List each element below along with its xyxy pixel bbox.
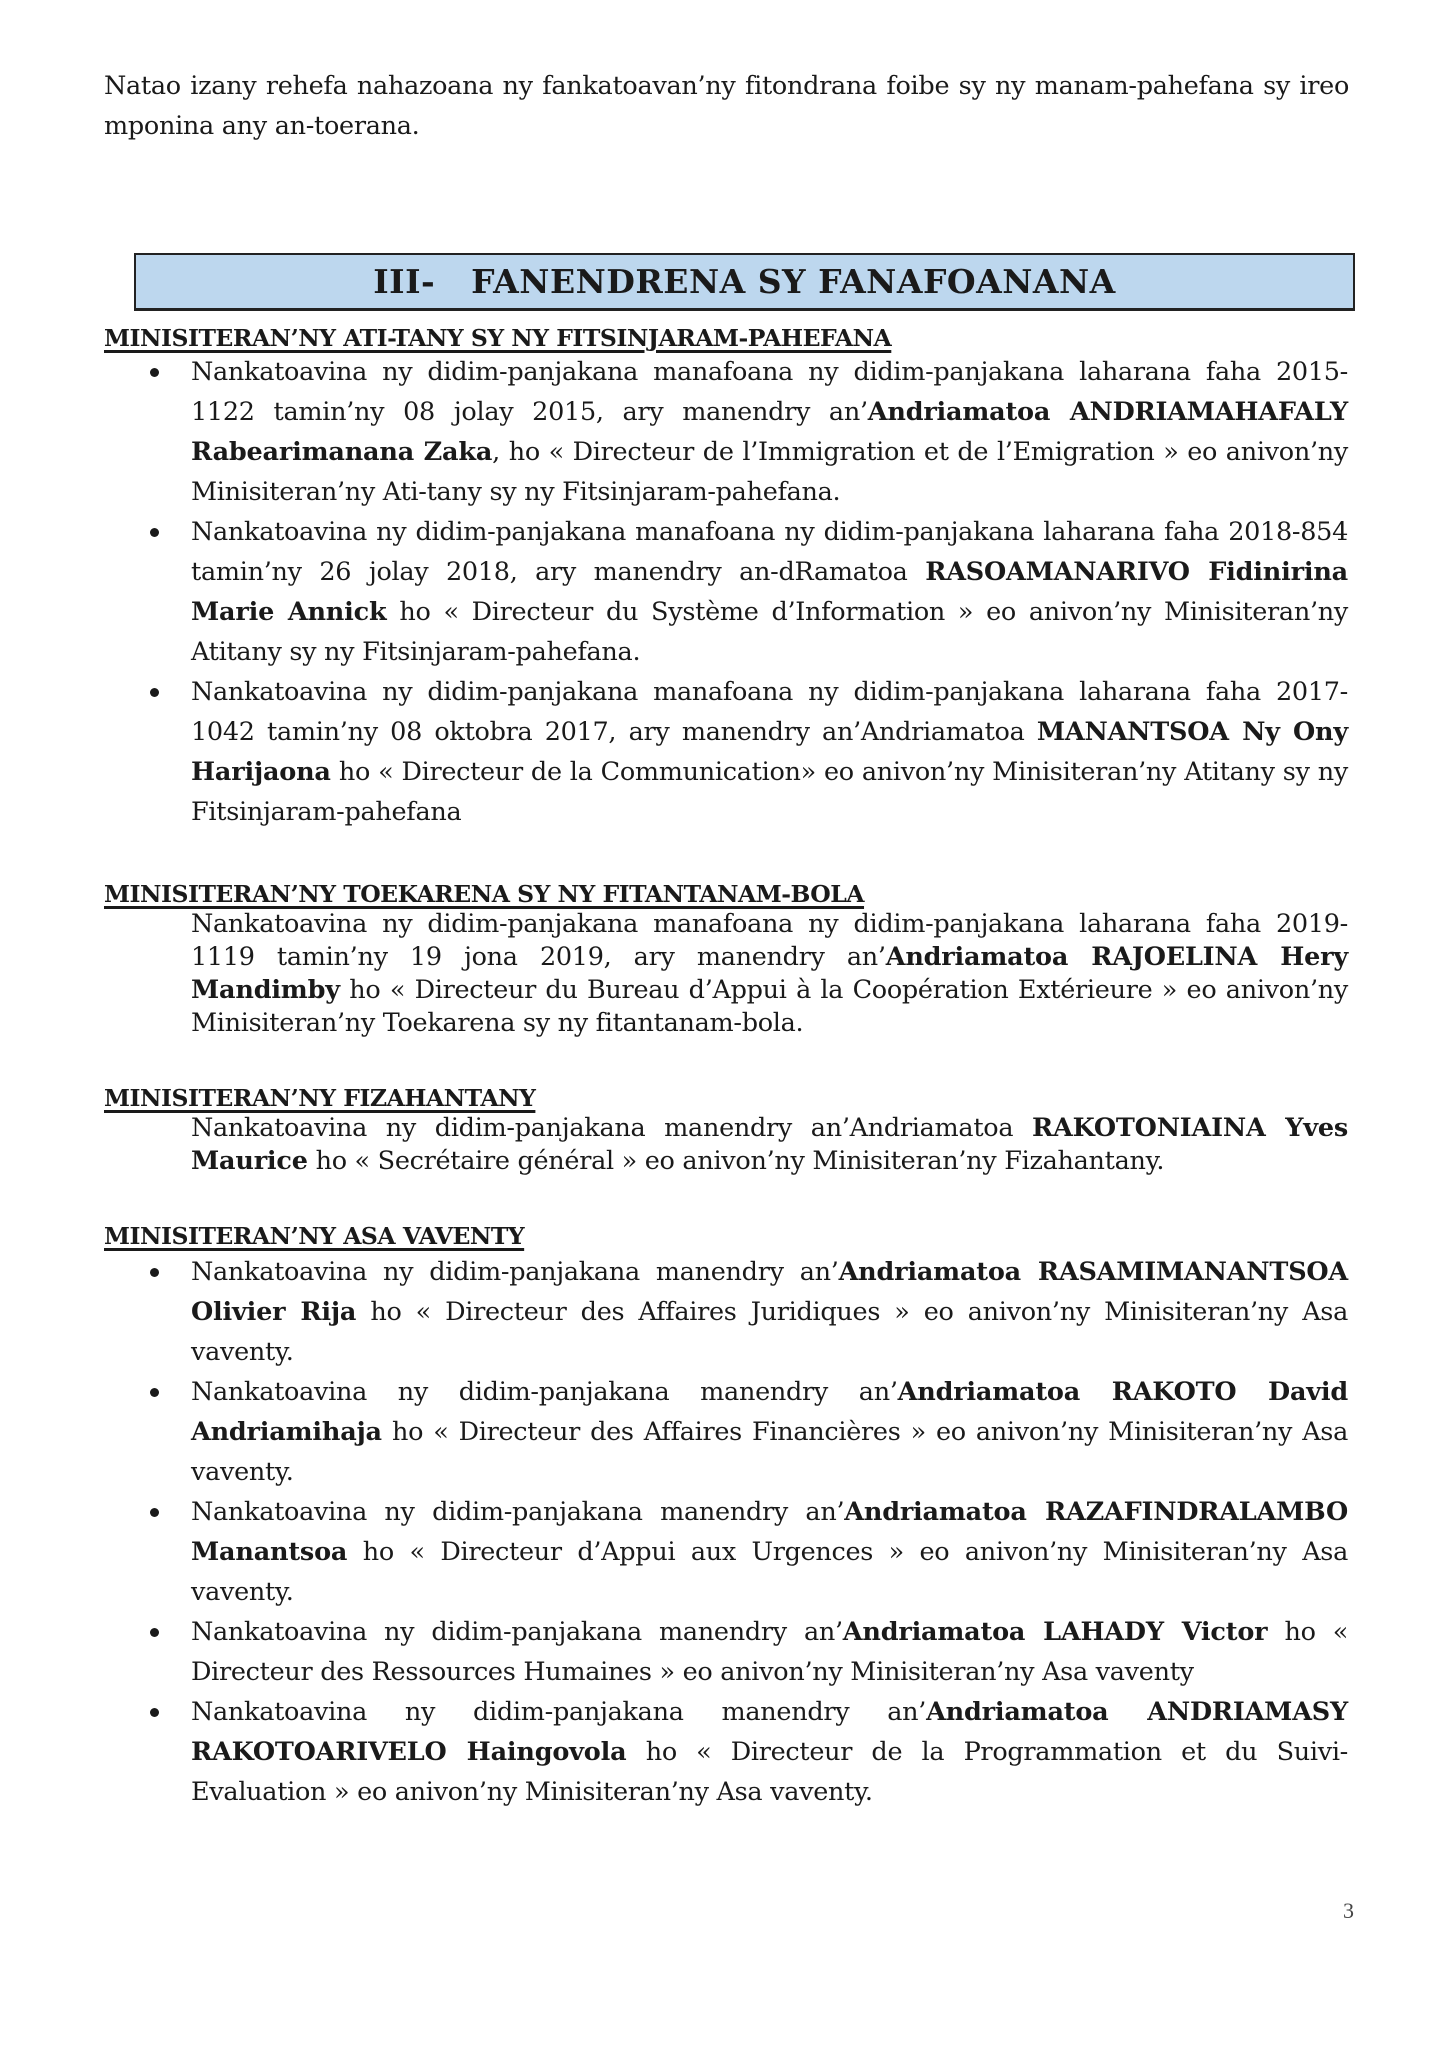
- bullet-icon: [150, 368, 159, 377]
- item-text: Nankatoavina ny didim-panjakana manendry an’: [191, 1257, 839, 1287]
- item-text: Nankatoavina ny didim-panjakana manendry an’: [191, 1497, 845, 1527]
- list-item: [104, 672, 1348, 832]
- ministry-heading-atitany: MINISITERAN’NY ATI-TANY SY NY FITSINJARAM-PAHEFANA: [104, 324, 892, 352]
- appointee-name: Andriamatoa RAZAFINDRALAMBO Manantsoa: [191, 1497, 1348, 1567]
- appointee-name: Andriamatoa ANDRIAMAHAFALY Rabearimanana Zaka: [191, 397, 1348, 467]
- item-text: Nankatoavina ny didim-panjakana manendry an’: [191, 1617, 843, 1647]
- item-text: Nankatoavina ny didim-panjakana manafoana ny didim-panjakana laharana faha 2018-854 tamin’ny 26 jolay 2018, ary manendry an-dRamatoa: [191, 517, 1348, 587]
- ministry-heading-toekarena: MINISITERAN’NY TOEKARENA SY NY FITANTANAM-BOLA: [104, 880, 865, 908]
- section-header-box: [134, 253, 1355, 311]
- appointee-name: Andriamatoa ANDRIAMASY RAKOTOARIVELO Haingovola: [191, 1697, 1349, 1767]
- list-item: [104, 512, 1348, 672]
- item-text: , ho « Directeur de l’Immigration et de l’Emigration » eo anivon’ny Minisiteran’ny Ati-tany sy ny Fitsinjaram-pahefana.: [191, 437, 1349, 507]
- ministry-asa-vaventy-list: [104, 1252, 1348, 1812]
- appointee-name: MANANTSOA Ny Ony Harijaona: [191, 717, 1348, 787]
- item-text: Nankatoavina ny didim-panjakana manafoana ny didim-panjakana laharana faha 2017-1042 tamin’ny 08 oktobra 2017, ary manendry an’Andriamatoa: [191, 677, 1348, 747]
- list-item: [104, 1252, 1348, 1372]
- item-text: ho « Directeur d’Appui aux Urgences » eo anivon’ny Minisiteran’ny Asa vaventy.: [191, 1537, 1348, 1607]
- bullet-icon: [150, 1388, 159, 1397]
- ministry-atitany-list: [104, 352, 1348, 832]
- bullet-icon: [150, 1628, 159, 1637]
- appointee-name: RAKOTONIAINA Yves Maurice: [191, 1113, 1348, 1176]
- appointee-name: Andriamatoa LAHADY Victor: [842, 1617, 1268, 1647]
- section-title: III- FANENDRENA SY FANAFOANANA: [373, 262, 1116, 301]
- list-item: [104, 1492, 1348, 1612]
- item-text: ho « Directeur de la Programmation et du Suivi-Evaluation » eo anivon’ny Minisiteran’ny Asa vaventy.: [191, 1737, 1348, 1807]
- appointee-name: Andriamatoa RAKOTO David Andriamihaja: [191, 1377, 1348, 1447]
- list-item: [104, 1612, 1348, 1692]
- intro-paragraph: Natao izany rehefa nahazoana ny fankatoavan’ny fitondrana foibe sy ny manam-pahefana sy ireo mponina any an-toerana.: [104, 71, 1349, 141]
- appointee-name: Andriamatoa RAJOELINA Hery Mandimby: [191, 942, 1348, 1005]
- item-text: Nankatoavina ny didim-panjakana manendry an’: [191, 1377, 898, 1407]
- item-text: Nankatoavina ny didim-panjakana manafoana ny didim-panjakana laharana faha 2019-1119 tamin’ny 19 jona 2019, ary manendry an’: [191, 909, 1348, 972]
- bullet-icon: [150, 688, 159, 697]
- appointee-name: RASOAMANARIVO Fidinirina Marie Annick: [191, 557, 1348, 627]
- ministry-fizahantany-paragraph: [191, 1112, 1348, 1178]
- bullet-icon: [150, 1708, 159, 1717]
- ministry-toekarena-paragraph: [191, 908, 1348, 1040]
- item-text: Nankatoavina ny didim-panjakana manendry an’: [191, 1697, 927, 1727]
- item-text: ho « Directeur de la Communication» eo anivon’ny Minisiteran’ny Atitany sy ny Fitsinjaram-pahefana: [191, 757, 1348, 827]
- item-text: Nankatoavina ny didim-panjakana manendry an’Andriamatoa: [191, 1113, 1033, 1143]
- bullet-icon: [150, 528, 159, 537]
- item-text: ho « Directeur du Système d’Information » eo anivon’ny Minisiteran’ny Atitany sy ny Fitsinjaram-pahefana.: [191, 597, 1348, 667]
- page-number: 3: [1343, 1898, 1354, 1923]
- item-text: ho « Directeur des Affaires Juridiques » eo anivon’ny Minisiteran’ny Asa vaventy.: [191, 1297, 1348, 1367]
- list-item: [104, 352, 1348, 512]
- item-text: ho « Directeur des Affaires Financières » eo anivon’ny Minisiteran’ny Asa vaventy.: [191, 1417, 1348, 1487]
- item-text: ho « Directeur des Ressources Humaines » eo anivon’ny Minisiteran’ny Asa vaventy: [191, 1617, 1348, 1687]
- item-text: Nankatoavina ny didim-panjakana manafoana ny didim-panjakana laharana faha 2015-1122 tamin’ny 08 jolay 2015, ary manendry an’: [191, 357, 1348, 427]
- list-item: [104, 1372, 1348, 1492]
- item-text: ho « Secrétaire général » eo anivon’ny Minisiteran’ny Fizahantany.: [307, 1146, 1165, 1176]
- bullet-icon: [150, 1268, 159, 1277]
- list-item: [104, 1692, 1348, 1812]
- item-text: ho « Directeur du Bureau d’Appui à la Coopération Extérieure » eo anivon’ny Minisiteran’ny Toekarena sy ny fitantanam-bola.: [191, 975, 1348, 1038]
- bullet-icon: [150, 1508, 159, 1517]
- appointee-name: Andriamatoa RASAMIMANANTSOA Olivier Rija: [191, 1257, 1349, 1327]
- ministry-heading-asa-vaventy: MINISITERAN’NY ASA VAVENTY: [104, 1222, 525, 1250]
- ministry-heading-fizahantany: MINISITERAN’NY FIZAHANTANY: [104, 1084, 536, 1112]
